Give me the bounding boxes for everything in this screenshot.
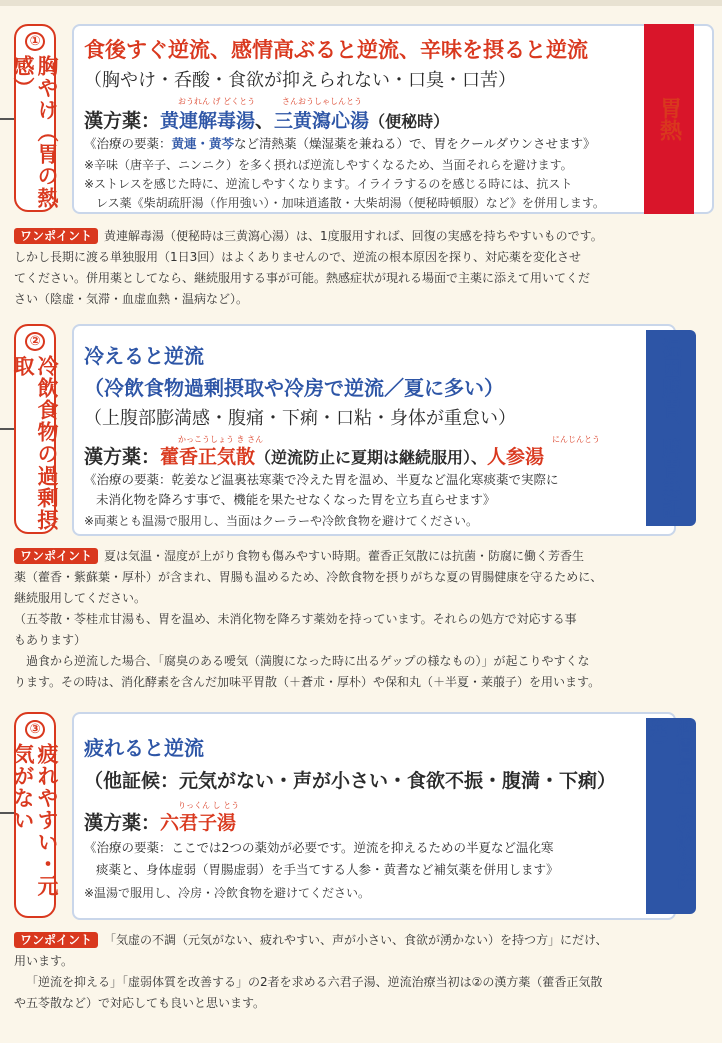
onepoint-1	[14, 226, 710, 310]
section-2-symptoms: （上腹部膨満感・腹痛・下痢・口粘・身体が重怠い）	[84, 408, 516, 429]
onepoint-line: てください。併用薬としてなら、継続服用する事が可能。熱感症状が現れる場面で主薬に添えて用いてくだ	[14, 271, 591, 285]
section-1-box	[72, 24, 714, 214]
section-2-tag: 湿困脾胃、脾胃寒証	[646, 330, 696, 526]
section-2-box	[72, 324, 676, 536]
section-1-side-text: 胸やけ（胃の熱感）	[11, 55, 59, 209]
onepoint-line: 黄連解毒湯（便秘時は三黄瀉心湯）は、1度服用すれば、回復の実感を持ちやすいものです。	[104, 229, 603, 243]
caution-note: ※両薬とも温湯で服用し、当面はクーラーや冷飲食物を避けてください。	[84, 514, 479, 528]
onepoint-line: 過食から逆流した場合、「腐臭のある噯気（満腹になった時に出るゲップの様なもの）」が起こりやすくな	[26, 654, 590, 668]
kanpo-label: 漢方薬：	[84, 812, 161, 834]
section-number: ①	[25, 32, 45, 51]
kanpo-separator: 、	[255, 110, 275, 132]
treatment-suffix: など清熱薬（燥湿薬を兼ねる）で、胃をクールダウンさせます》	[234, 136, 596, 151]
section-number: ②	[25, 332, 45, 351]
section-1-title: 食後すぐ逆流、感情高ぶると逆流、辛味を摂ると逆流	[84, 38, 588, 62]
onepoint-line: 継続服用してください。	[14, 591, 147, 605]
section-1-subtitle: （胸やけ・呑酸・食欲が抑えられない・口臭・口苦）	[84, 70, 516, 91]
onepoint-line: 「気虚の不調（元気がない、疲れやすい、声が小さい、食欲が湧かない）を持つ方」にだけ、	[104, 933, 608, 947]
caution-note: レス薬《柴胡疏肝湯（作用強い）・加味逍遙散・大柴胡湯（便秘時頓服）など》を併用します。	[96, 196, 605, 210]
onepoint-line: や五苓散など）で対応しても良いと思います。	[14, 996, 266, 1010]
onepoint-line: 用います。	[14, 954, 74, 968]
onepoint-line: しかし長期に渡る単独服用（1日3回）はよくありませんので、逆流の根本原因を探り、対応薬を変化させ	[14, 250, 582, 264]
treatment-note: 痰薬と、身体虚弱（胃腸虚弱）を手当てする人参・黄耆など補気薬を併用します》	[96, 862, 559, 877]
kanpo-drug: 三黄瀉心湯	[274, 110, 370, 132]
treatment-note: 《治療の要薬：ここでは2つの薬効が必要です。逆流を抑えるための半夏など温化寒	[84, 840, 554, 855]
section-2-side-label	[11, 324, 59, 534]
caution-note: ※温湯で服用し、冷房・冷飲食物を避けてください。	[84, 886, 371, 900]
kanpo-drug: 藿香正気散	[160, 446, 256, 468]
onepoint-line: ります。その時は、消化酵素を含んだ加味平胃散（＋蒼朮・厚朴）や保和丸（＋半夏・莱菔子）を用います。	[14, 675, 601, 689]
section-3-subtitle: （他証候：元気がない・声が小さい・食欲不振・腹満・下痢）	[84, 770, 617, 792]
treatment-note: 《治療の要薬：乾姜など温裏祛寒薬で冷えた胃を温め、半夏など温化寒痰薬で実際に	[84, 472, 559, 487]
onepoint-line: 「逆流を抑える」「虚弱体質を改善する」の2者を求める六君子湯、逆流治療当初は②の漢方薬（藿香正気散	[26, 975, 603, 989]
page-top-strip	[0, 0, 722, 6]
caution-note: ※ストレスを感じた時に、逆流しやすくなります。イライラするのを感じる時には、抗スト	[84, 177, 573, 191]
kanpo-label: 漢方薬：	[84, 446, 161, 468]
kanpo-note: （便秘時）	[369, 112, 450, 131]
onepoint-2	[14, 546, 710, 693]
section-number: ③	[25, 720, 45, 739]
ruby-reading: にんじんとう	[552, 435, 600, 444]
kanpo-label: 漢方薬：	[84, 110, 161, 132]
onepoint-badge: ワンポイント	[14, 548, 98, 564]
onepoint-line: もあります）	[14, 633, 87, 647]
caution-note: ※辛味（唐辛子、ニンニク）を多く摂れば逆流しやすくなるため、当面それらを避けます。	[84, 158, 573, 172]
treatment-note	[84, 134, 596, 152]
treatment-prefix: 《治療の要薬：	[84, 136, 172, 151]
onepoint-line: さい（陰虚・気滞・血虚血熱・温病など）。	[14, 292, 249, 306]
section-1-kanpo	[84, 106, 449, 133]
section-3-kanpo	[84, 808, 236, 835]
kanpo-drug: 六君子湯	[160, 812, 237, 834]
kanpo-drug: 黄連解毒湯	[160, 110, 256, 132]
treatment-note: 未消化物を降ろす事で、機能を果たせなくなった胃を立ち直らせます》	[96, 492, 496, 507]
onepoint-badge: ワンポイント	[14, 932, 98, 948]
section-2-subtitle: （冷飲食物過剰摂取や冷房で逆流／夏に多い）	[84, 376, 504, 400]
section-1-side-label	[11, 24, 59, 212]
ruby-reading: おうれん げ どくとう	[178, 97, 256, 106]
section-3-title: 疲れると逆流	[84, 736, 204, 760]
section-3-box	[72, 712, 676, 920]
onepoint-badge: ワンポイント	[14, 228, 98, 244]
section-3-tag: 脾胃気虚（痰飲を併発）	[646, 718, 696, 914]
onepoint-line: 夏は気温・湿度が上がり食物も傷みやすい時期。藿香正気散には抗菌・防腐に働く芳香生	[104, 549, 585, 563]
section-2-title: 冷えると逆流	[84, 344, 204, 368]
ruby-reading: さんおうしゃしんとう	[282, 97, 362, 106]
kanpo-note: （逆流防止に夏期は継続服用）、	[255, 448, 488, 467]
onepoint-line: 薬（藿香・紫蘇葉・厚朴）が含まれ、胃腸も温めるため、冷飲食物を摂りがちな夏の胃腸健康を守るために、	[14, 570, 603, 584]
kanpo-drug: 人参湯	[487, 446, 545, 468]
section-1-tag: 胃熱	[644, 24, 694, 214]
onepoint-line: （五苓散・苓桂朮甘湯も、胃を温め、未消化物を降ろす薬効を持っています。それらの処方で対応する事	[14, 612, 577, 626]
ruby-reading: りっくん し とう	[178, 801, 240, 810]
ruby-reading: かっこうしょう き さん	[178, 435, 264, 444]
section-3-side-text: 疲れやすい・元気がない	[11, 743, 59, 897]
treatment-drugs: 黄連・黄芩	[171, 136, 235, 151]
section-2-side-text: 冷飲食物の過剰摂取	[11, 355, 59, 531]
onepoint-3	[14, 930, 710, 1014]
section-2-kanpo	[84, 442, 544, 469]
section-3-side-label	[11, 712, 59, 918]
